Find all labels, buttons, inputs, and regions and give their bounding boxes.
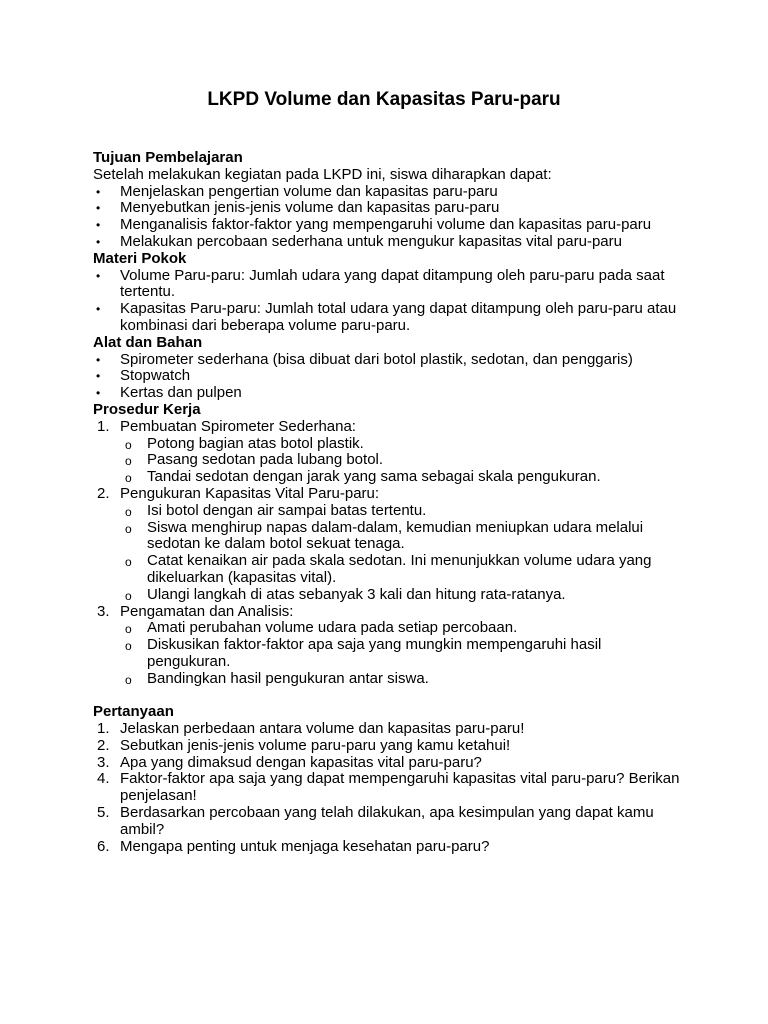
list-item — [93, 268, 683, 302]
step-title: Pembuatan Spirometer Sederhana: — [120, 417, 356, 435]
section-materi — [93, 251, 683, 335]
sub-item-text: Amati perubahan volume udara pada setiap percobaan. — [147, 619, 518, 637]
numbered-list — [93, 419, 683, 688]
sub-bullet-marker: o — [125, 672, 132, 687]
sub-list-item — [120, 553, 683, 587]
section-pertanyaan — [93, 704, 683, 855]
sub-item-text: Ulangi langkah di atas sebanyak 3 kali dan hitung rata-ratanya. — [147, 585, 566, 603]
bullet-marker: • — [96, 369, 101, 384]
procedure-step — [93, 604, 683, 688]
section-prosedur — [93, 402, 683, 688]
list-item-text: Stopwatch — [120, 367, 191, 385]
sub-bullet-marker: o — [125, 555, 132, 570]
list-item — [93, 385, 683, 402]
sub-list — [120, 620, 683, 687]
bullet-list — [93, 352, 683, 402]
list-item-text: Spirometer sederhana (bisa dibuat dari botol plastik, sedotan, dan penggaris) — [120, 350, 633, 368]
sub-bullet-marker: o — [125, 471, 132, 486]
sub-list — [120, 503, 683, 604]
list-item — [93, 184, 683, 201]
sub-list-item — [120, 503, 683, 520]
spacer — [93, 688, 683, 705]
sub-bullet-marker: o — [125, 504, 132, 519]
list-item — [93, 234, 683, 251]
sub-list-item — [120, 520, 683, 554]
question-text: Apa yang dimaksud dengan kapasitas vital paru-paru? — [120, 753, 482, 771]
sub-bullet-marker: o — [125, 521, 132, 536]
sub-item-text: Isi botol dengan air sampai batas tertentu. — [147, 501, 427, 519]
question-text: Jelaskan perbedaan antara volume dan kapasitas paru-paru! — [120, 720, 525, 738]
list-item — [93, 368, 683, 385]
question-item — [93, 805, 683, 839]
sub-item-text: Siswa menghirup napas dalam-dalam, kemudian meniupkan udara melalui sedotan ke dalam botol sekuat tenaga. — [147, 518, 644, 553]
list-item — [93, 301, 683, 335]
question-number: 2. — [97, 736, 110, 754]
question-item — [93, 839, 683, 856]
sub-item-text: Diskusikan faktor-faktor apa saja yang mungkin mempengaruhi hasil pengukuran. — [147, 636, 602, 670]
bullet-marker: • — [96, 386, 101, 401]
sub-list-item — [120, 637, 683, 671]
question-text: Faktor-faktor apa saja yang dapat mempengaruhi kapasitas vital paru-paru? Berikan penjelasan! — [120, 770, 680, 805]
step-title: Pengamatan dan Analisis: — [120, 602, 294, 620]
sub-list-item — [120, 469, 683, 486]
sub-item-text: Bandingkan hasil pengukuran antar siswa. — [147, 669, 429, 687]
question-number: 3. — [97, 753, 110, 771]
sub-list-item — [120, 436, 683, 453]
sub-list — [120, 436, 683, 486]
question-number: 5. — [97, 804, 110, 822]
procedure-step — [93, 419, 683, 486]
bullet-marker: • — [96, 268, 101, 283]
list-item-text: Kertas dan pulpen — [120, 384, 242, 402]
sub-bullet-marker: o — [125, 454, 132, 469]
step-number: 3. — [97, 602, 110, 620]
section-alat — [93, 335, 683, 402]
question-item — [93, 721, 683, 738]
list-item-text: Kapasitas Paru-paru: Jumlah total udara yang dapat ditampung oleh paru-paru atau kombinasi dari beberapa volume paru-paru. — [120, 300, 677, 334]
list-item-text: Melakukan percobaan sederhana untuk mengukur kapasitas vital paru-paru — [120, 232, 622, 250]
sub-bullet-marker: o — [125, 639, 132, 654]
question-text: Berdasarkan percobaan yang telah dilakukan, apa kesimpulan yang dapat kamu ambil? — [120, 804, 654, 838]
bullet-marker: • — [96, 218, 101, 233]
question-item — [93, 755, 683, 772]
question-item — [93, 771, 683, 805]
section-heading: Prosedur Kerja — [93, 400, 201, 418]
list-item — [93, 217, 683, 234]
document-body — [93, 150, 683, 855]
sub-bullet-marker: o — [125, 588, 132, 603]
section-heading: Materi Pokok — [93, 249, 187, 267]
sub-item-text: Tandai sedotan dengan jarak yang sama sebagai skala pengukuran. — [147, 468, 601, 486]
sub-item-text: Potong bagian atas botol plastik. — [147, 434, 364, 452]
sub-list-item — [120, 671, 683, 688]
section-heading: Tujuan Pembelajaran — [93, 149, 243, 166]
numbered-list — [93, 721, 683, 855]
bullet-marker: • — [96, 184, 101, 199]
list-item-text: Menganalisis faktor-faktor yang mempengaruhi volume dan kapasitas paru-paru — [120, 216, 652, 234]
question-number: 1. — [97, 720, 110, 738]
sub-list-item — [120, 452, 683, 469]
bullet-list — [93, 184, 683, 251]
list-item-text: Menyebutkan jenis-jenis volume dan kapasitas paru-paru — [120, 199, 500, 217]
sub-bullet-marker: o — [125, 622, 132, 637]
bullet-marker: • — [96, 352, 101, 367]
bullet-marker: • — [96, 201, 101, 216]
intro-paragraph: Setelah melakukan kegiatan pada LKPD ini, siswa diharapkan dapat: — [93, 165, 552, 183]
document-title: LKPD Volume dan Kapasitas Paru-paru — [207, 89, 561, 110]
bullet-marker: • — [96, 302, 101, 317]
list-item-text: Menjelaskan pengertian volume dan kapasitas paru-paru — [120, 182, 498, 200]
section-tujuan — [93, 150, 683, 251]
step-title: Pengukuran Kapasitas Vital Paru-paru: — [120, 484, 380, 502]
question-item — [93, 738, 683, 755]
step-number: 1. — [97, 417, 110, 435]
list-item — [93, 200, 683, 217]
sub-list-item — [120, 620, 683, 637]
list-item-text: Volume Paru-paru: Jumlah udara yang dapat ditampung oleh paru-paru pada saat tertentu. — [120, 266, 665, 301]
sub-item-text: Catat kenaikan air pada skala sedotan. Ini menunjukkan volume udara yang dikeluarkan (kapasitas vital). — [147, 552, 652, 586]
sub-list-item — [120, 587, 683, 604]
question-text: Mengapa penting untuk menjaga kesehatan paru-paru? — [120, 837, 490, 855]
list-item — [93, 352, 683, 369]
section-heading: Alat dan Bahan — [93, 333, 203, 351]
bullet-marker: • — [96, 234, 101, 249]
question-number: 6. — [97, 837, 110, 855]
sub-item-text: Pasang sedotan pada lubang botol. — [147, 451, 384, 469]
section-heading: Pertanyaan — [93, 703, 174, 721]
procedure-step — [93, 486, 683, 604]
bullet-list — [93, 268, 683, 335]
question-number: 4. — [97, 770, 110, 788]
step-number: 2. — [97, 484, 110, 502]
sub-bullet-marker: o — [125, 437, 132, 452]
question-text: Sebutkan jenis-jenis volume paru-paru yang kamu ketahui! — [120, 736, 511, 754]
